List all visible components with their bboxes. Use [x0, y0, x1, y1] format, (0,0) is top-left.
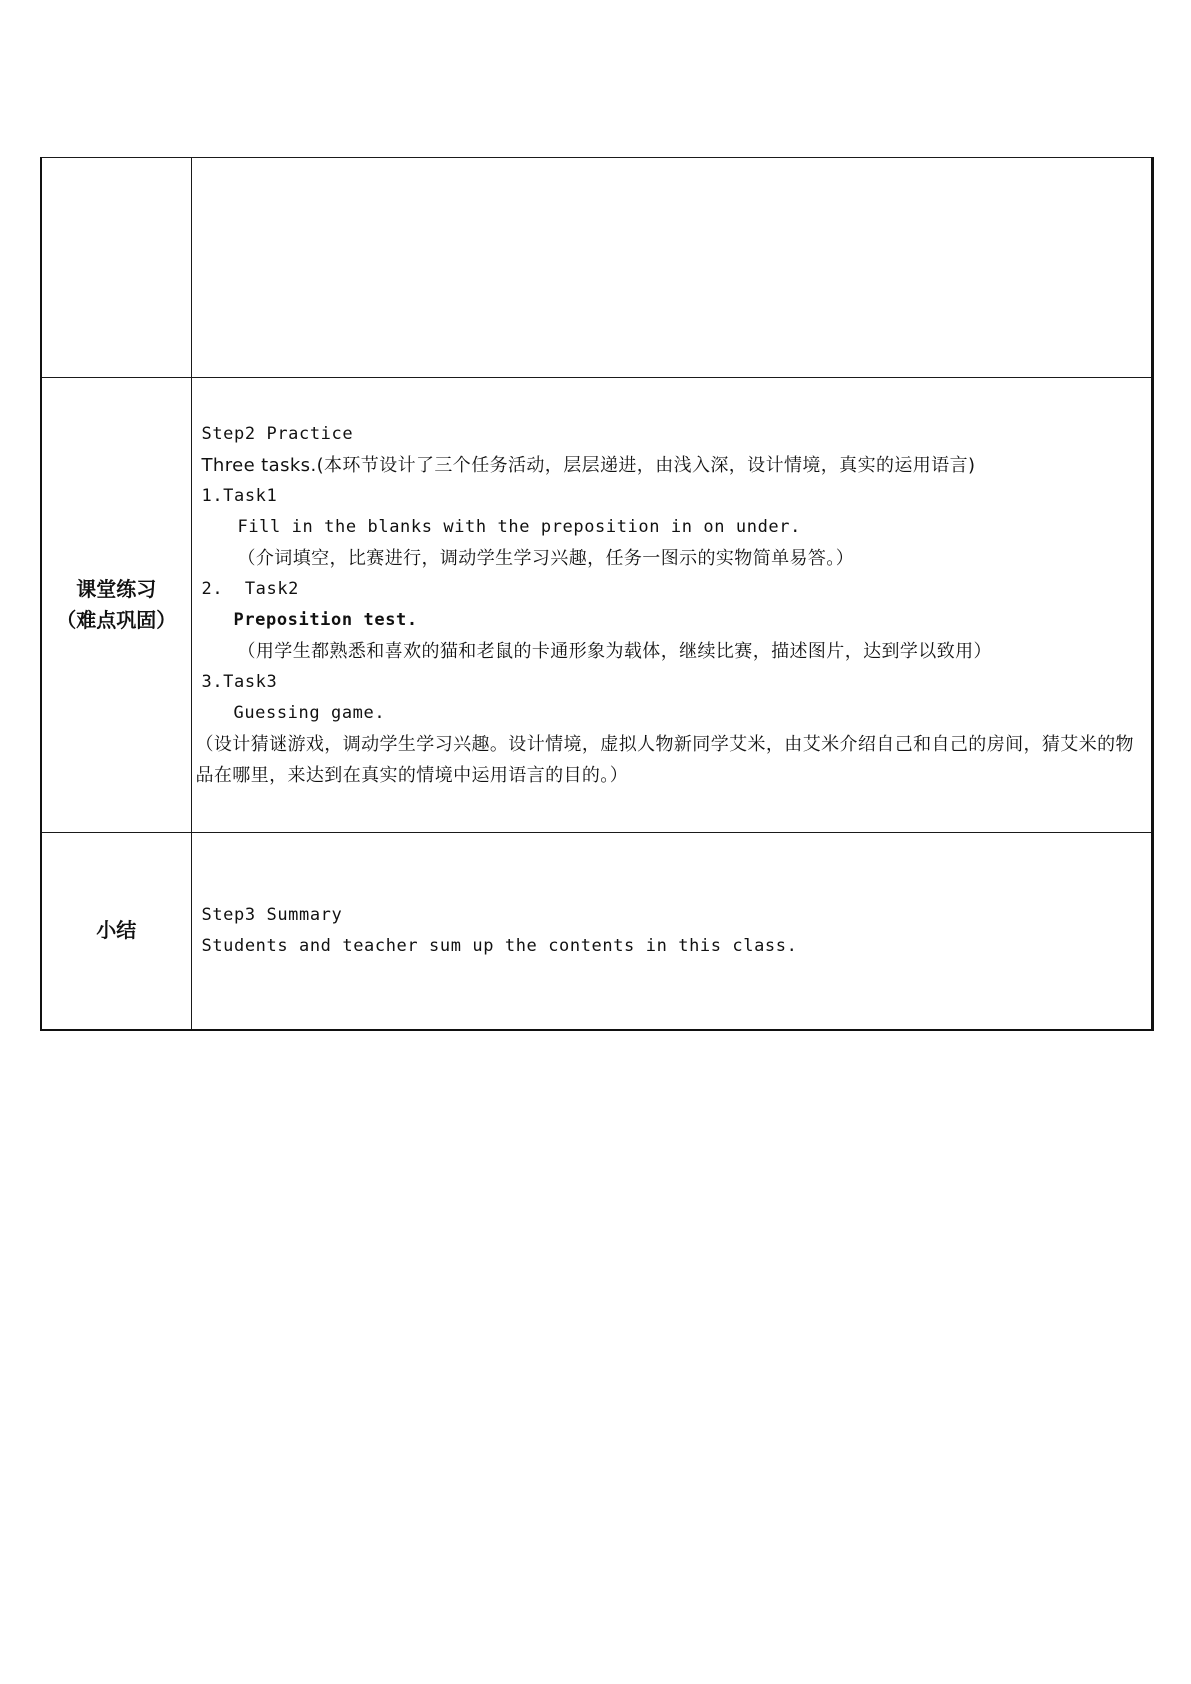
- task3-heading: 3.Task3: [201, 672, 278, 692]
- three-tasks-line: Three tasks.(本环节设计了三个任务活动，层层递进，由浅入深，设计情境，真实的运用语言): [201, 455, 976, 476]
- task2-heading: 2. Task2: [201, 579, 300, 599]
- task2-note: （用学生都熟悉和喜欢的猫和老鼠的卡通形象为载体，继续比赛，描述图片，达到学以致用）: [237, 641, 992, 662]
- table-row-summary: [41, 833, 1153, 1030]
- lesson-plan-table: [40, 157, 1154, 1031]
- task1-heading: 1.Task1: [201, 486, 278, 506]
- task2-instruction: Preposition test.: [233, 610, 418, 630]
- step2-heading: Step2 Practice: [201, 424, 354, 444]
- row-label-empty: [41, 158, 191, 378]
- task3-note: （设计猜谜游戏，调动学生学习兴趣。设计情境，虚拟人物新同学艾米，由艾米介绍自己和自己的房间，猜艾米的物品在哪里，来达到在真实的情境中运用语言的目的。）: [195, 734, 1134, 786]
- row-content-empty: [191, 158, 1153, 378]
- summary-label: 小结: [96, 918, 137, 943]
- practice-label-line-1: 课堂练习: [76, 577, 157, 601]
- task1-instruction: Fill in the blanks with the preposition in on under.: [237, 517, 801, 537]
- task3-instruction: Guessing game.: [233, 703, 386, 723]
- row-content-summary: [191, 833, 1153, 1030]
- table-row-continued: [41, 158, 1153, 378]
- task1-note: （介词填空，比赛进行，调动学生学习兴趣，任务一图示的实物简单易答。）: [237, 548, 855, 569]
- step3-heading: Step3 Summary: [201, 904, 343, 925]
- row-content-practice: [191, 378, 1153, 833]
- practice-label-line-2: （难点巩固）: [56, 608, 177, 632]
- summary-text: Students and teacher sum up the contents in this class.: [201, 935, 798, 956]
- row-label-summary: [41, 833, 191, 1030]
- table-row-practice: [41, 378, 1153, 833]
- row-label-practice: [41, 378, 191, 833]
